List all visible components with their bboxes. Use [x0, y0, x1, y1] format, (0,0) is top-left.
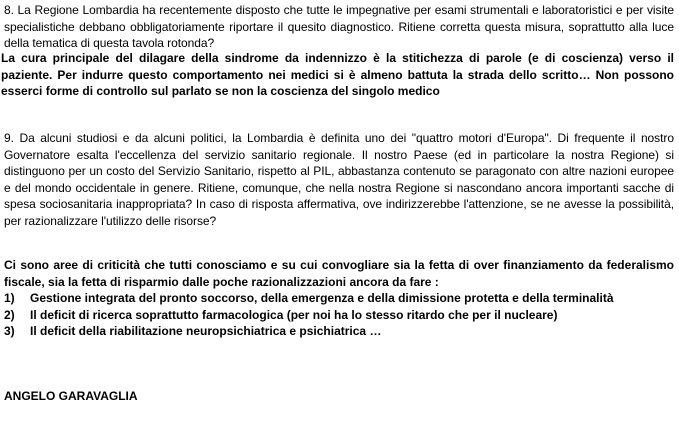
answer-9-intro: Ci sono aree di criticità che tutti conosciamo e su cui convogliare sia la fetta di over finanziamento da federalismo fiscale, sia la fetta di risparmio dalle poche razionalizzazioni ancora da fare : [4, 258, 674, 289]
signature-name: ANGELO GARAVAGLIA [4, 389, 138, 403]
list-item-text: Il deficit della riabilitazione neuropsichiatrica e psichiatrica … [30, 324, 382, 338]
list-item-number: 3) [4, 324, 15, 338]
list-item [4, 323, 674, 340]
question-8: 8. La Regione Lombardia ha recentemente disposto che tutte le impegnative per esami strumentali e laboratoristici e per visite specialistiche debbano obbligatoriamente riportare il quesito diagnostico. Ritiene corretta questa misura, soprattutto alla luce della tematica di questa tavola rotonda? [4, 3, 674, 50]
list-item-text: Il deficit di ricerca soprattutto farmacologica (per noi ha lo stesso ritardo che per il nucleare) [30, 307, 558, 322]
list-item-text: Gestione integrata del pronto soccorso, della emergenza e della dimissione protetta e della terminalità [30, 291, 614, 305]
list-item [4, 307, 674, 324]
answer-9 [4, 257, 674, 340]
list-item [4, 290, 674, 307]
list-item-number: 1) [4, 291, 15, 305]
critical-areas-list [4, 290, 674, 340]
question-9: 9. Da alcuni studiosi e da alcuni politici, la Lombardia è definita uno dei "quattro motori d'Europa". Di frequente il nostro Governatore esalta l'eccellenza del servizio sanitario regionale. Il nostro Paese (ed in particolare la nostra Regione) si distinguono per un costo del Servizio Sanitario, rispetto al PIL, abbastanza contenuto se paragonato con altre nazioni europee e del mondo occidentale in genere. Ritiene, comunque, che nella nostra Regione si nascondano ancora importanti sacche di spesa sociosanitaria inappropriata? In caso di risposta affermativa, ove indirizzerebbe l'attenzione, se ne avesse la possibilità, per razionalizzare l'utilizzo delle risorse? [4, 131, 674, 228]
answer-8: La cura principale del dilagare della sindrome da indennizzo è la stitichezza di parole (e di coscienza) verso il paziente. Per indurre questo comportamento nei medici si è almeno battuta la strada dello scritto… Non possono esserci forme di controllo sul parlato se non la coscienza del singolo medico [1, 51, 674, 98]
list-item-number: 2) [4, 307, 15, 322]
